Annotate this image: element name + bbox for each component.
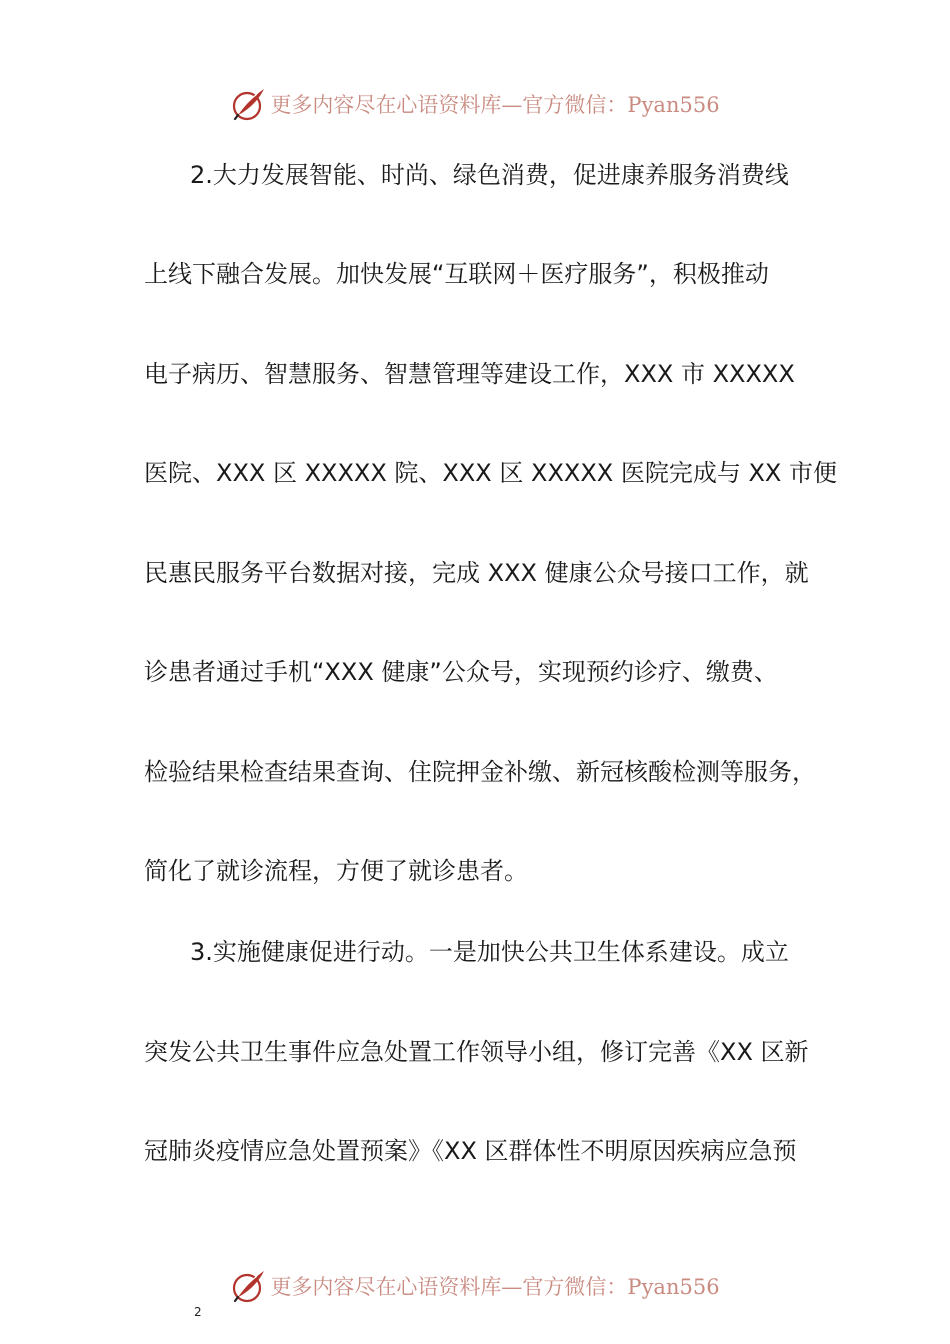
footer-banner (0, 1264, 950, 1308)
body-line: 上线下融合发展。加快发展“互联网＋医疗服务”，积极推动 (144, 260, 769, 288)
body-line: 医院、XXX 区 XXXXX 院、XXX 区 XXXXX 医院完成与 XX 市便 (144, 459, 837, 487)
body-line: 简化了就诊流程，方便了就诊患者。 (144, 857, 528, 885)
body-line: 2.大力发展智能、时尚、绿色消费，促进康养服务消费线 (190, 161, 789, 189)
header-banner-text: 更多内容尽在心语资料库—官方微信：Pyan556 (270, 93, 720, 117)
body-line: 突发公共卫生事件应急处置工作领导小组，修订完善《XX 区新 (144, 1038, 809, 1066)
body-line: 3.实施健康促进行动。一是加快公共卫生体系建设。成立 (190, 938, 789, 966)
body-line: 电子病历、智慧服务、智慧管理等建设工作，XXX 市 XXXXX (144, 360, 795, 388)
footer-banner-text: 更多内容尽在心语资料库—官方微信：Pyan556 (270, 1275, 720, 1299)
body-line: 检验结果检查结果查询、住院押金补缴、新冠核酸检测等服务， (144, 758, 816, 786)
quill-pen-logo-icon (230, 85, 268, 123)
page-number: 2 (194, 1305, 202, 1319)
quill-pen-logo-icon (230, 1267, 268, 1305)
body-line: 冠肺炎疫情应急处置预案》《XX 区群体性不明原因疾病应急预 (144, 1137, 797, 1165)
header-banner (0, 82, 950, 126)
body-line: 诊患者通过手机“XXX 健康”公众号，实现预约诊疗、缴费、 (144, 658, 778, 686)
body-line: 民惠民服务平台数据对接，完成 XXX 健康公众号接口工作，就 (144, 559, 809, 587)
